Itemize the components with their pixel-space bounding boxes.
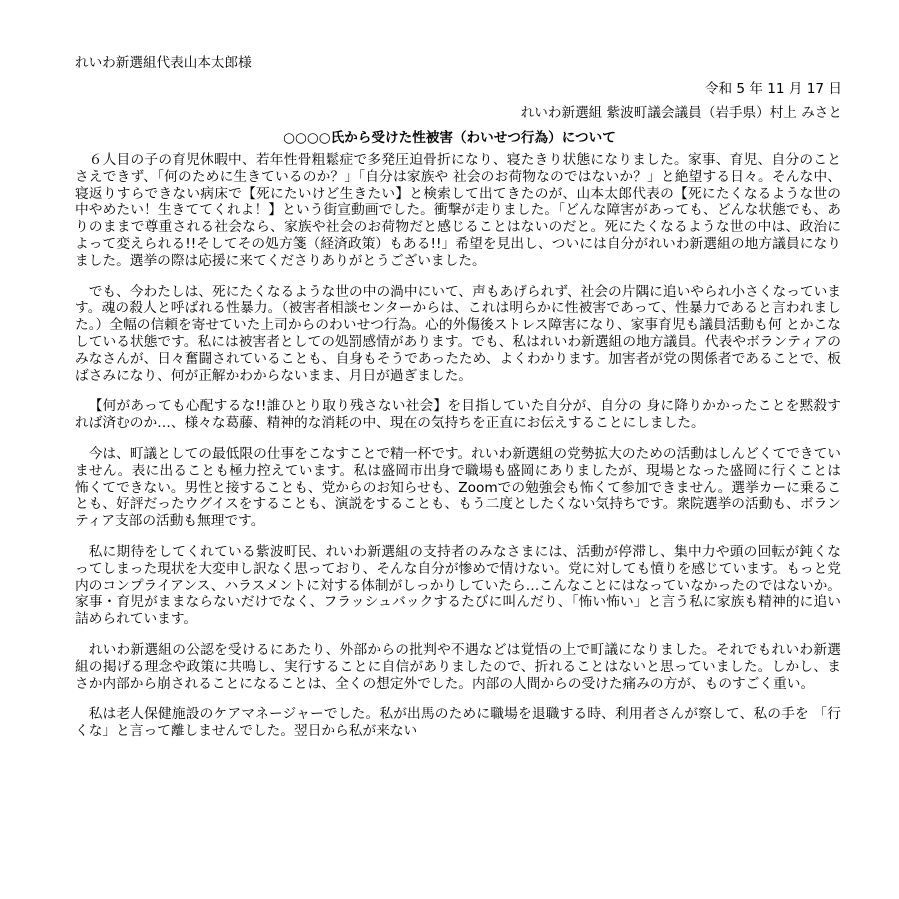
paragraph-5: 私に期待をしてくれている紫波町民、れいわ新選組の支持者のみなさまには、活動が停滞し、集中力や頭の回転が鈍くなってしまった現状を大変申し訳なく思っており、そんな自分が惨めで情けない。党に対しても憤りを感じています。もっと党内のコンプライアンス、ハラスメントに対する体制がしっかりしていたら…こんなことにはなっていなかったのではないか。家事・育児がままならないだけでなく、フラッシュバックするたびに叫んだり、「怖い怖い」と言う私に家族も精神的に追い詰められています。 [75,543,841,628]
letter-date: 令和 5 年 11 月 17 日 [704,81,842,97]
paragraph-6: れいわ新選組の公認を受けるにあたり、外部からの批判や不遇などは覚悟の上で町議になりました。それでもれいわ新選組の掲げる理念や政策に共鳴し、実行することに自信がありましたので、折れることはないと思っていました。しかし、まさか内部から崩されることになることは、全くの想定外でした。内部の人間からの受けた痛みの方が、ものすごく重い。 [75,641,841,692]
addressee: れいわ新選組代表山本太郎様 [75,55,252,71]
paragraph-7: 私は老人保健施設のケアマネージャーでした。私が出馬のために職場を退職する時、利用者さんが察して、私の手を 「行くな」と言って離しませんでした。翌日から私が来ない [75,706,841,740]
sender-line: れいわ新選組 紫波町議会議員（岩手県）村上 みさと [520,105,842,121]
paragraph-1: ６人目の子の育児休暇中、若年性骨粗鬆症で多発圧迫骨折になり、寝たきり状態になりました。家事、育児、自分のことさえできず、「何のために生きているのか？」「自分は家族や 社会のお荷物なのではないか？」と絶望する日々。そんな中、寝返りすらできない病床で【死にたいけど生きたい】と検索して出てきたのが、山本太郎代表の【死にたくなるような世の中やめたい！生きててくれよ！】という街宣動画でした。衝撃が走りました。「どんな障害があっても、どんな状態でも、ありのままで尊重される社会なら、家族や社会のお荷物だと感じることはないのだと。死にたくなるような世の中は、政治によって変えられる!!そしてその処方箋（経済政策）もある!!」希望を見出し、ついには自分がれいわ新選組の地方議員になりました。選挙の際は応援に来てくださりありがとうございました。 [75,152,841,269]
paragraph-2: でも、今わたしは、死にたくなるような世の中の渦中にいて、声もあげられず、社会の片隅に追いやられ小さくなっています。魂の殺人と呼ばれる性暴力。（被害者相談センターからは、これは明らかに性被害であって、性暴力であると言われました。）全幅の信頼を寄せていた上司からのわいせつ行為。心的外傷後ストレス障害になり、家事育児も議員活動も何 とかこなしている状態です。私には被害者としての処罰感情があります。でも、私はれいわ新選組の地方議員。代表やボランティアのみなさんが、日々奮闘されていることも、自身もそうであったため、よくわかります。加害者が党の関係者であることで、板ばさみになり、何が正解かわからないまま、月日が過ぎました。 [75,283,841,384]
letter-title: ○○○○氏から受けた性被害（わいせつ行為）について [283,130,616,146]
paragraph-3: 【何があっても心配するな!!誰ひとり取り残さない社会】を目指していた自分が、自分の 身に降りかかったことを黙殺すれば済むのか…、様々な葛藤、精神的な消耗の中、現在の気持ちを正直にお伝えすることにしました。 [75,398,841,432]
paragraph-4: 今は、町議としての最低限の仕事をこなすことで精一杯です。れいわ新選組の党勢拡大のための活動はしんどくてできていません。表に出ることも極力控えています。私は盛岡市出身で職場も盛岡にありましたが、現場となった盛岡に行くことは怖くてできない。男性と接することも、党からのお知らせも、Zoomでの勉強会も怖くて参加できません。選挙カーに乗ることも、好評だったウグイスをすることも、演説をすることも、もう二度としたくない気持ちです。衆院選挙の活動も、ボランティア支部の活動も無理です。 [75,445,841,530]
letter-body [75,152,841,754]
